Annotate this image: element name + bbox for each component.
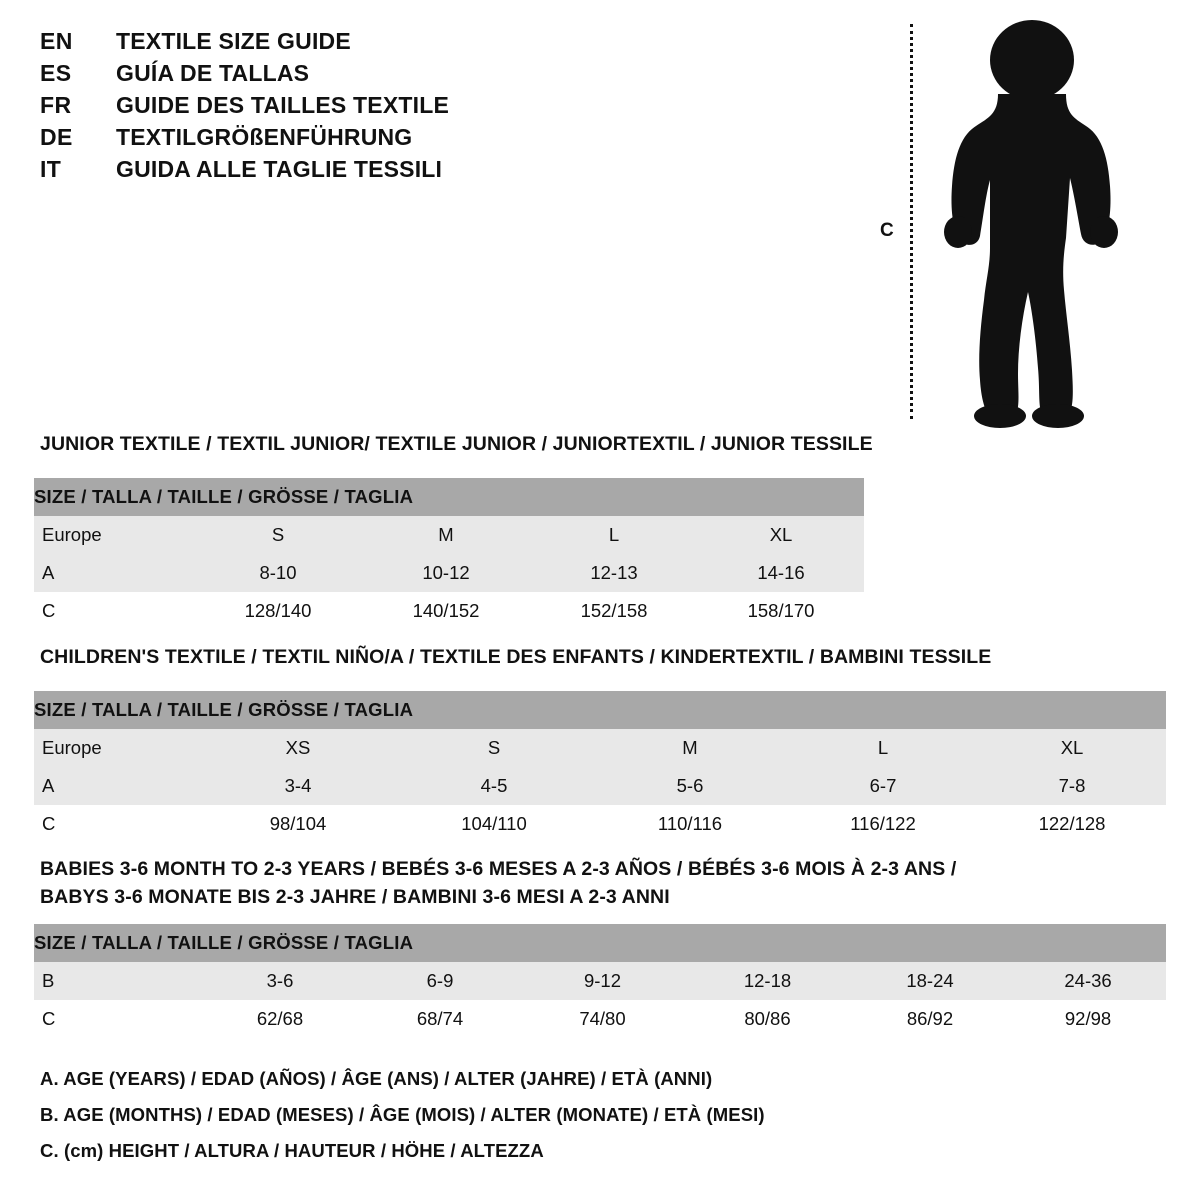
- babies-title-line1: BABIES 3-6 MONTH TO 2-3 YEARS / BEBÉS 3-6 MESES A 2-3 AÑOS / BÉBÉS 3-6 MOIS À 2-3 ANS /: [40, 858, 957, 880]
- table-row: [34, 592, 864, 630]
- children-row-a-v2: 5-6: [592, 767, 788, 805]
- children-row-a-v1: 4-5: [396, 767, 592, 805]
- children-row-c-label: C: [34, 805, 200, 843]
- babies-row-b-v0: 3-6: [200, 962, 360, 1000]
- measure-dotted-line: [910, 24, 913, 419]
- language-code-de: DE: [40, 124, 73, 150]
- junior-row-europe-v2: L: [530, 516, 698, 554]
- babies-row-c-v1: 68/74: [360, 1000, 520, 1038]
- table-row: [34, 554, 864, 592]
- measure-label-c: C: [880, 220, 894, 241]
- language-code-es: ES: [40, 60, 72, 86]
- children-row-europe-v2: M: [592, 729, 788, 767]
- children-row-c-v0: 98/104: [200, 805, 396, 843]
- babies-row-b-v4: 18-24: [850, 962, 1010, 1000]
- children-row-europe-label: Europe: [34, 729, 200, 767]
- language-code-fr: FR: [40, 92, 72, 118]
- junior-row-c-v2: 152/158: [530, 592, 698, 630]
- measurement-figure: [880, 10, 1140, 430]
- legend-item-a: A. AGE (YEARS) / EDAD (AÑOS) / ÂGE (ANS) / ALTER (JAHRE) / ETÀ (ANNI): [40, 1068, 713, 1089]
- junior-band-label: SIZE / TALLA / TAILLE / GRÖSSE / TAGLIA: [34, 478, 864, 516]
- children-row-a-v4: 7-8: [978, 767, 1166, 805]
- children-row-c-v3: 116/122: [788, 805, 978, 843]
- children-row-europe-v3: L: [788, 729, 978, 767]
- table-row: [34, 805, 1166, 843]
- language-title-block: [40, 30, 600, 190]
- children-row-c-v1: 104/110: [396, 805, 592, 843]
- child-silhouette-icon: [928, 18, 1138, 428]
- language-code-en: EN: [40, 28, 73, 54]
- junior-row-a-v3: 14-16: [698, 554, 864, 592]
- babies-row-c-v2: 74/80: [520, 1000, 685, 1038]
- children-band-label: SIZE / TALLA / TAILLE / GRÖSSE / TAGLIA: [34, 691, 1166, 729]
- language-title-it: GUIDA ALLE TAGLIE TESSILI: [116, 156, 443, 182]
- language-row-de: [40, 126, 600, 149]
- junior-row-c-label: C: [34, 592, 194, 630]
- legend-item-b: B. AGE (MONTHS) / EDAD (MESES) / ÂGE (MOIS) / ALTER (MONATE) / ETÀ (MESI): [40, 1104, 765, 1125]
- junior-row-europe-v1: M: [362, 516, 530, 554]
- junior-row-a-v1: 10-12: [362, 554, 530, 592]
- babies-size-table: [34, 924, 1166, 1038]
- children-size-table: [34, 691, 1166, 843]
- babies-row-c-v4: 86/92: [850, 1000, 1010, 1038]
- junior-table-band: [34, 478, 864, 516]
- language-title-es: GUÍA DE TALLAS: [116, 60, 310, 86]
- babies-row-b-v5: 24-36: [1010, 962, 1166, 1000]
- babies-row-c-v5: 92/98: [1010, 1000, 1166, 1038]
- children-row-c-v2: 110/116: [592, 805, 788, 843]
- junior-row-c-v0: 128/140: [194, 592, 362, 630]
- language-row-it: [40, 158, 600, 181]
- babies-section-title: [40, 855, 1040, 912]
- children-row-europe-v4: XL: [978, 729, 1166, 767]
- language-title-de: TEXTILGRÖßENFÜHRUNG: [116, 124, 413, 150]
- junior-row-europe-v3: XL: [698, 516, 864, 554]
- junior-section-title: JUNIOR TEXTILE / TEXTIL JUNIOR/ TEXTILE JUNIOR / JUNIORTEXTIL / JUNIOR TESSILE: [40, 433, 873, 455]
- language-row-en: [40, 30, 600, 53]
- babies-band-label: SIZE / TALLA / TAILLE / GRÖSSE / TAGLIA: [34, 924, 1166, 962]
- children-section-title: CHILDREN'S TEXTILE / TEXTIL NIÑO/A / TEXTILE DES ENFANTS / KINDERTEXTIL / BAMBINI TESSILE: [40, 646, 992, 668]
- table-row: [34, 1000, 1166, 1038]
- junior-row-c-v1: 140/152: [362, 592, 530, 630]
- table-row: [34, 767, 1166, 805]
- legend-item-c: C. (cm) HEIGHT / ALTURA / HAUTEUR / HÖHE / ALTEZZA: [40, 1140, 544, 1161]
- table-row: [34, 729, 1166, 767]
- junior-row-a-label: A: [34, 554, 194, 592]
- babies-row-b-v1: 6-9: [360, 962, 520, 1000]
- table-row: [34, 962, 1166, 1000]
- language-row-es: [40, 62, 600, 85]
- junior-row-c-v3: 158/170: [698, 592, 864, 630]
- babies-title-line2: BABYS 3-6 MONATE BIS 2-3 JAHRE / BAMBINI 3-6 MESI A 2-3 ANNI: [40, 886, 670, 909]
- table-row: [34, 516, 864, 554]
- babies-row-b-v2: 9-12: [520, 962, 685, 1000]
- language-title-fr: GUIDE DES TAILLES TEXTILE: [116, 92, 449, 118]
- junior-row-a-v0: 8-10: [194, 554, 362, 592]
- children-table-band: [34, 691, 1166, 729]
- babies-row-c-v3: 80/86: [685, 1000, 850, 1038]
- language-title-en: TEXTILE SIZE GUIDE: [116, 28, 351, 54]
- children-row-a-label: A: [34, 767, 200, 805]
- legend-block: [40, 1068, 765, 1176]
- language-row-fr: [40, 94, 600, 117]
- children-row-c-v4: 122/128: [978, 805, 1166, 843]
- junior-row-europe-v0: S: [194, 516, 362, 554]
- language-code-it: IT: [40, 156, 62, 182]
- babies-row-c-label: C: [34, 1000, 200, 1038]
- junior-row-europe-label: Europe: [34, 516, 194, 554]
- children-row-europe-v1: S: [396, 729, 592, 767]
- babies-row-c-v0: 62/68: [200, 1000, 360, 1038]
- babies-row-b-label: B: [34, 962, 200, 1000]
- children-row-europe-v0: XS: [200, 729, 396, 767]
- babies-table-band: [34, 924, 1166, 962]
- children-row-a-v0: 3-4: [200, 767, 396, 805]
- junior-size-table: [34, 478, 864, 630]
- junior-row-a-v2: 12-13: [530, 554, 698, 592]
- babies-row-b-v3: 12-18: [685, 962, 850, 1000]
- children-row-a-v3: 6-7: [788, 767, 978, 805]
